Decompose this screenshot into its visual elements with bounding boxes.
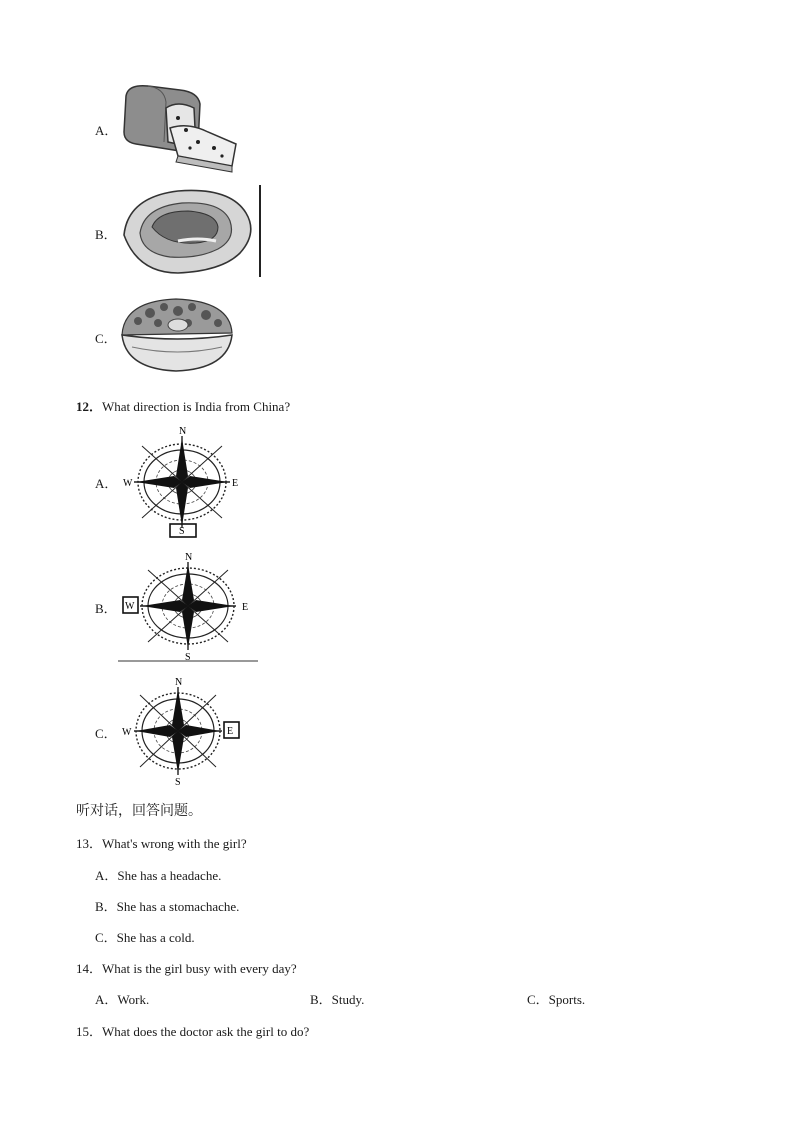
question-15 — [76, 1021, 309, 1040]
question-number: 12． — [76, 399, 103, 414]
compass-label-w: W — [125, 601, 135, 612]
option-letter: C． — [95, 930, 117, 945]
salad-bowl-image — [118, 295, 236, 375]
question-number: 14． — [76, 961, 103, 976]
compass-label-s: S — [185, 652, 191, 662]
option-letter-b: B． — [95, 227, 117, 242]
compass-label-n: N — [179, 426, 187, 437]
bread-image — [118, 82, 242, 174]
option-letter: C． — [527, 992, 549, 1007]
compass-label-e: E — [232, 478, 239, 489]
option-letter-c: C． — [95, 331, 117, 346]
compass-label-n: N — [185, 552, 193, 563]
section-instruction: 听对话，回答问题。 — [76, 804, 202, 819]
option-letter-c: C． — [95, 726, 117, 741]
compass-label-s: S — [179, 526, 185, 537]
compass-label-e: E — [227, 726, 234, 737]
option-letter: A． — [95, 868, 118, 883]
compass-c-image — [118, 675, 244, 787]
option-text: Sports. — [548, 992, 586, 1007]
compass-label-w: W — [123, 478, 133, 489]
option-letter-a: A． — [95, 123, 118, 138]
option-text: She has a cold. — [116, 930, 195, 945]
question-text: What does the doctor ask the girl to do? — [102, 1024, 310, 1039]
option-text: She has a headache. — [117, 868, 222, 883]
q13-option-b[interactable] — [95, 896, 239, 915]
option-letter: B． — [95, 899, 117, 914]
question-13 — [76, 833, 247, 852]
compass-label-n: N — [175, 677, 183, 688]
compass-b-image — [118, 550, 260, 662]
question-number: 15． — [76, 1024, 103, 1039]
option-letter-a: A． — [95, 476, 118, 491]
question-text: What is the girl busy with every day? — [102, 961, 297, 976]
q14-option-a[interactable] — [95, 989, 149, 1008]
q13-option-a[interactable] — [95, 865, 221, 884]
option-letter: A． — [95, 992, 118, 1007]
option-text: Work. — [117, 992, 150, 1007]
q14-option-c[interactable] — [527, 989, 585, 1008]
option-letter-b: B． — [95, 601, 117, 616]
option-text: She has a stomachache. — [116, 899, 240, 914]
compass-label-s: S — [175, 777, 181, 787]
question-text: What direction is India from China? — [102, 399, 291, 414]
q14-option-b[interactable] — [310, 989, 364, 1008]
option-letter: B． — [310, 992, 332, 1007]
question-number: 13． — [76, 836, 103, 851]
q13-option-c[interactable] — [95, 927, 195, 946]
question-text: What's wrong with the girl? — [102, 836, 247, 851]
question-12 — [76, 396, 290, 415]
compass-label-e: E — [242, 602, 249, 613]
question-14 — [76, 958, 297, 977]
compass-a-image — [118, 424, 248, 539]
steak-plate-image — [118, 183, 264, 279]
option-text: Study. — [331, 992, 365, 1007]
compass-label-w: W — [122, 727, 132, 738]
